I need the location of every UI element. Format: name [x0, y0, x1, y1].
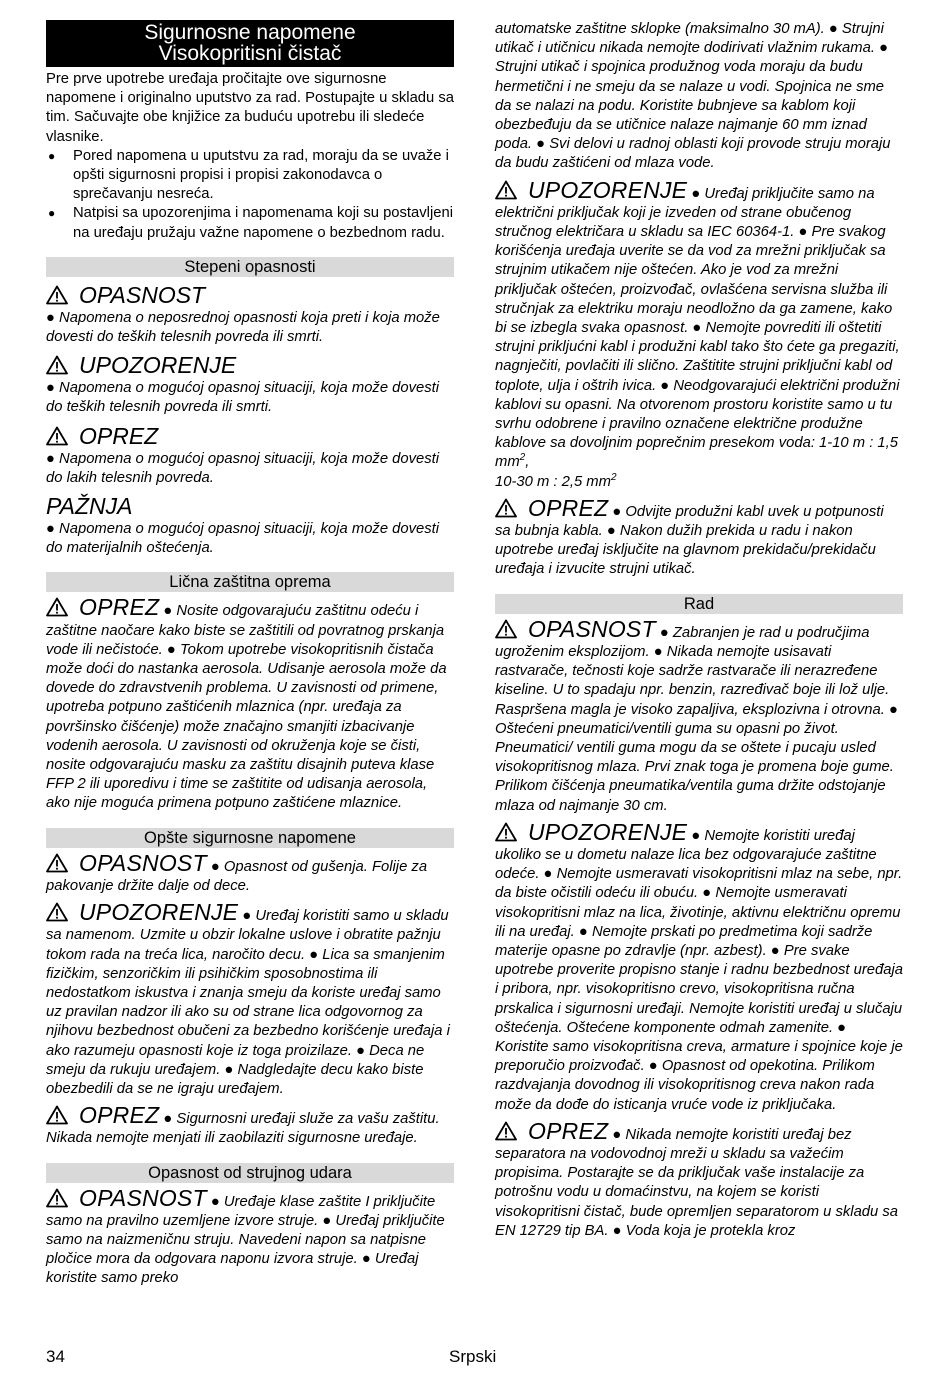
warning-triangle-icon	[46, 902, 68, 922]
opste-opasnost-paragraph: OPASNOST ● Opasnost od gušenja. Folije za pakovanje držite dalje od dece.	[46, 849, 428, 894]
warning-triangle-icon	[495, 498, 517, 518]
left-column	[46, 20, 454, 1289]
opste-upozorenje-paragraph: UPOZORENJE ● Uređaj koristiti samo u skladu sa namenom. Uzmite u obzir lokalne uslove i obratite pažnju tokom rada na treća lica, naročito decu. ● Lica sa smanjenim fizičkim, senzoričkim ili psihičkim sposobnostima ili nedostatkom iskustva i znanja smeju da koriste uređaj samo uz pravilan nadzor ili ako su od strane lica odgovornog za njihovu bezbednost obučeni za bezbedno korišćenje uređaja i ako razumeju opasnosti koje iz toga proizilaze. ● Deca ne smeju da rukuju uređajem. ● Nadgledajte decu kako biste obezbedili da se ne igraju uređajem.	[46, 899, 450, 1097]
level-oprez-text: ● Napomena o mogućoj opasnoj situaciji, koja može dovesti do lakih telesnih povreda.	[46, 450, 440, 486]
title-line-2: Visokopritisni čistač	[158, 42, 342, 65]
licna-paragraph: OPREZ ● Nosite odgovarajuću zaštitnu odeću i zaštitne naočare kako biste se zaštitili od povratnog prskanja vode ili nečistoće. ● Tokom upotrebe visokopritisnih čistača može doći do nastanka aerosola. Udisanje aerosola može da dovede do zdravstvenih problema. U zavisnosti od primene, upotreba potpuno zaštićenih mlaznica (npr. uređaja za površinsko čišćenje) može značajno smanjiti izbacivanje vodenih aerosola. U zavisnosti od okruženja koje se čisti, nosite odgovarajuću masku za zaštitu disajnih puteva klase FFP 2 ili uporedivu i time se zaštitite od udisanja aerosola, ako nije moguća primena potpuno zaštićene mlaznice.	[46, 594, 447, 812]
warning-triangle-icon	[495, 180, 517, 200]
warning-triangle-icon	[495, 619, 517, 639]
warning-triangle-icon	[46, 1188, 68, 1208]
warning-triangle-icon	[46, 853, 68, 873]
level-opasnost-heading: OPASNOST	[46, 282, 454, 309]
level-paznja-text: ● Napomena o mogućoj opasnoj situaciji, koja može dovesti do materijalnih oštećenja.	[46, 521, 440, 557]
struja-opasnost-paragraph: OPASNOST ● Uređaje klase zaštite I priključite samo na pravilno uzemljene izvore struje. ● Uređaj priključite samo na naizmeničnu struju. Navedeni napon sa natpisne pločice mora da odgovara naponu izvora struje. ● Uređaj koristite samo preko	[46, 1184, 445, 1287]
section-title	[46, 20, 454, 67]
warning-triangle-icon	[46, 426, 68, 446]
footer-language: Srpski	[449, 1347, 497, 1366]
level-oprez-heading: OPREZ	[46, 423, 454, 450]
bar-licna-zastitna-oprema: Lična zaštitna oprema	[46, 572, 454, 592]
struja-oprez-paragraph: OPREZ ● Odvijte produžni kabl uvek u potpunosti sa bubnja kabla. ● Nakon dužih prekida u radu i nakon upotrebe uređaj isključite na glavnom prekidaču/prekidaču uređaja i izvucite strujni utikač.	[495, 494, 884, 578]
intro-bullet-2: ● Natpisi sa upozorenjima i napomenama koji su postavljeni na uređaju pružaju važne napomene o bezbednom radu.	[46, 204, 454, 242]
struja-continued-text: automatske zaštitne sklopke (maksimalno 30 mA). ● Strujni utikač i utičnicu nikada nemojte dodirivati vlažnim rukama. ● Strujni utikač i spojnica produžnog voda moraju da budu hermetični i ne smeju da se nalaze u vodi. Spojnica ne sme da se nalazi na podu. Koristite bubnjeve sa kablom koji obezbeđuju da se utičnice nalaze najmanje 60 mm iznad poda. ● Svi delovi u radnoj oblasti koji provode struju moraju da budu zaštićeni od mlaza vode.	[495, 21, 891, 172]
struja-upozorenje-paragraph: UPOZORENJE ● Uređaj priključite samo na električni priključak koji je izveden od strane obučenog stručnog električara u skladu sa IEC 60364-1. ● Pre svakog korišćenja uređaja uverite se da vod za mrežni priključak sa strujnim utikačem nije oštećen. Ako je vod za mrežni priključak oštećen, proizvođač, ovlašćena servisna služba ili stručnjak za elektriku moraju neodložno da ga zamene, kako bi se izbegla svaka opasnost. ● Nemojte povrediti ili oštetiti strujni prikljućni kabl i produžni kabl tako što ćete ga pregaziti, nagnječiti, povlačiti ili slično. Zaštitite strujni priključni kabl od toplote, ulja i oštrih ivica. ● Neodgovarajući električni produžni kablovi su opasni. Na otvorenom prostoru koristite samo u tu svrhu odobrene i pravilno označene električne produžne kablove sa dovoljnim poprečnim presekom voda: 1-10 m : 1,5 $mm^2$, 10-30 m : 2,5 $mm^2$	[495, 176, 900, 490]
title-line-1: Sigurnosne napomene	[144, 21, 356, 44]
level-paznja-heading: PAŽNJA	[46, 493, 133, 520]
page-number: 34	[46, 1347, 65, 1366]
rad-opasnost-paragraph: OPASNOST ● Zabranjen je rad u područjima ugroženim eksplozijom. ● Nikada nemojte usisavati rastvarače, tečnosti koje sadrže rastvarače ili nerazređene kiseline. U to spadaju npr. benzin, razređivač boje ili lož ulje. Raspršena magla je visoko zapaljiva, eksplozivna i otrovna. ● Oštećeni pneumatici/ventili guma su opasni po život. Pneumatici/ ventili guma mogu da se oštete i pucaju usled visokopritisnog mlaza. Prvi znak toga je promena boje gume. Prilikom čišćenja pneumatika/ventila guma držite odstojanje mlaza od najmanje 30 cm.	[495, 615, 898, 814]
bar-opste-sigurnosne: Opšte sigurnosne napomene	[46, 828, 454, 848]
bar-strujni-udar: Opasnost od strujnog udara	[46, 1163, 454, 1183]
level-upozorenje-text: ● Napomena o mogućoj opasnoj situaciji, koja može dovesti do teških telesnih povreda ili smrti.	[46, 380, 440, 416]
intro-text: Pre prve upotrebe uređaja pročitajte ove sigurnosne napomene i originalno uputstvo za rad. Postupajte u skladu sa tim. Sačuvajte obe knjižice za buduću upotrebu ili sledeće vlasnike.	[46, 71, 454, 145]
warning-triangle-icon	[495, 822, 517, 842]
warning-triangle-icon	[46, 1105, 68, 1125]
bar-rad: Rad	[495, 594, 903, 614]
intro-bullet-1: ● Pored napomena u uputstvu za rad, moraju da se uvaže i opšti sigurnosni propisi i propisi zakonodavca o sprečavanju nesreća.	[46, 147, 454, 205]
level-upozorenje-heading: UPOZORENJE	[46, 352, 454, 379]
rad-oprez-paragraph: OPREZ ● Nikada nemojte koristiti uređaj bez separatora na vodovodnoj mreži u skladu sa važećim propisima. Postarajte se da priključak vaše instalacije za potrošnu vodu u domaćinstvu, na kojem se koristi visokopritisni čistač, bude opremljen separatorom u skladu sa EN 12729 tip BA. ● Voda koja je protekla kroz	[495, 1117, 898, 1239]
bar-stepeni-opasnosti: Stepeni opasnosti	[46, 257, 454, 277]
warning-triangle-icon	[46, 285, 68, 305]
warning-triangle-icon	[46, 355, 68, 375]
level-opasnost-text: ● Napomena o neposrednoj opasnosti koja preti i koja može dovesti do teških telesnih povreda ili smrti.	[46, 309, 440, 346]
right-column	[495, 20, 903, 1241]
warning-triangle-icon	[46, 597, 68, 617]
warning-triangle-icon	[495, 1121, 517, 1141]
opste-oprez-paragraph: OPREZ ● Sigurnosni uređaji služe za vašu zaštitu. Nikada nemojte menjati ili zaobilaziti sigurnosne uređaje.	[46, 1102, 440, 1147]
rad-upozorenje-paragraph: UPOZORENJE ● Nemojte koristiti uređaj ukoliko se u dometu nalaze lica bez odgovarajuće zaštitne odeće. ● Nemojte usmeravati visokopritisni mlaz na sebe, npr. da biste očistili odeću ili obuću. ● Nemojte usmeravati visokopritisni mlaz na lica, životinje, aktivnu električnu opremu ili na uređaj. ● Nemojte prskati po predmetima koji sadrže materije opasne po zdravlje (npr. azbest). ● Pre svake upotrebe proverite propisno stanje i radnu bezbednost uređaja i pribora, npr. visokopritisno crevo, visokopritisna ručna prskalica i sigurnosni uređaji. Nemojte koristiti uređaj u slučaju oštećenja. Oštećene komponente odmah zamenite. ● Koristite samo visokopritisna creva, armature i spojnice koje je preporučio proizvođač. ● Opasnost od opekotina. Prilikom razdvajanja dovodnog ili visokopritisnog creva nakon rada može da dođe do isticanja vruće vode iz priključaka.	[495, 818, 904, 1113]
